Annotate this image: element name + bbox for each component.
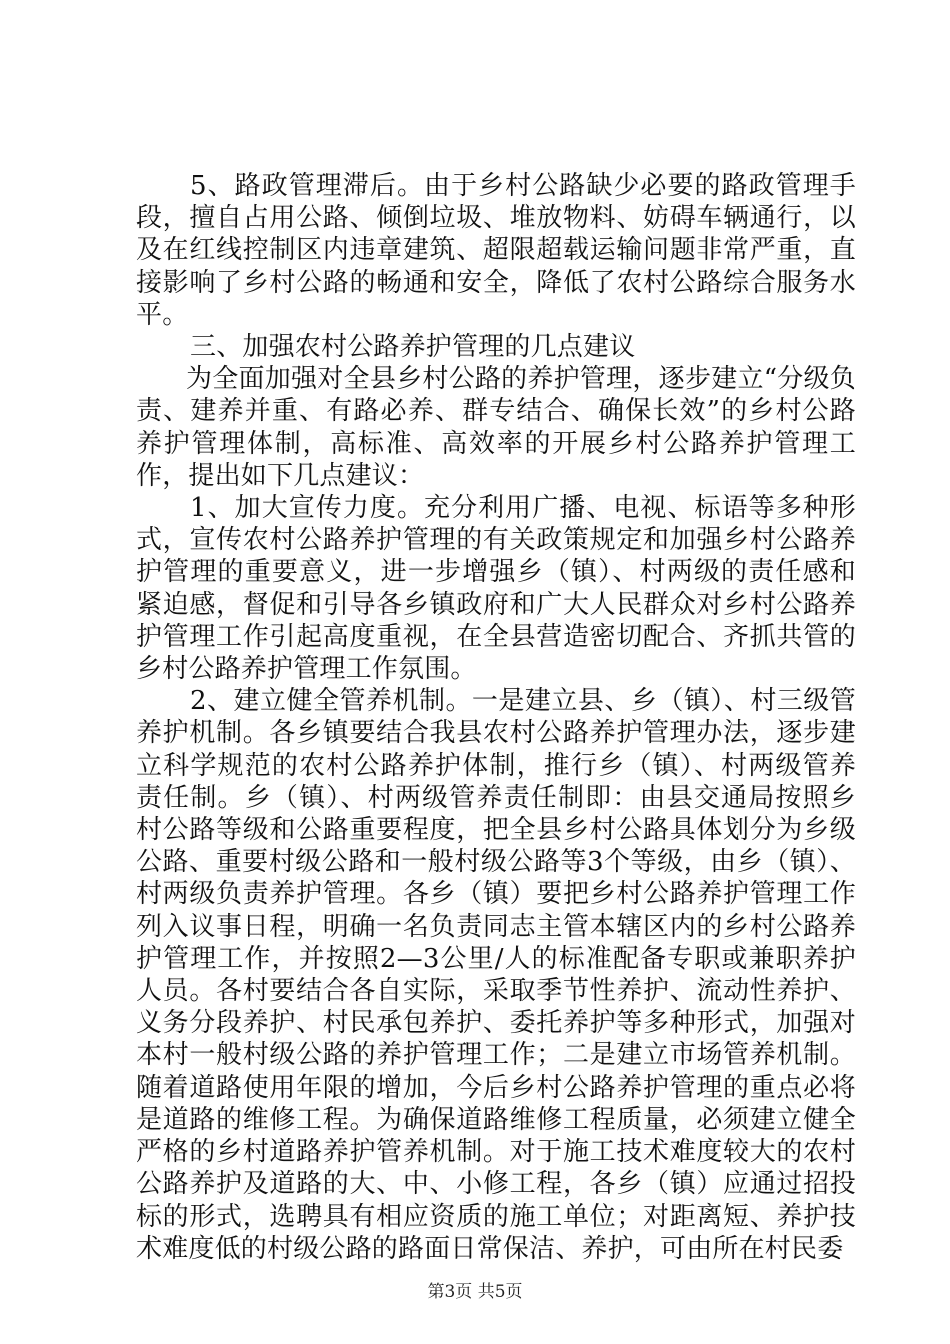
section-heading-suggestions: 三、加强农村公路养护管理的几点建议 bbox=[190, 332, 636, 363]
page-number-footer: 第3页 共5页 bbox=[427, 1282, 523, 1302]
document-body bbox=[136, 170, 856, 1265]
paragraph-road-administration: 5、路政管理滞后。由于乡村公路缺少必要的路政管理手段，擅自占用公路、倾倒垃圾、堆放物料、妨碍车辆通行，以及在红线控制区内违章建筑、超限超载运输问题非常严重，直接影响了乡村公路的畅通和安全，降低了农村公路综合服务水平。 bbox=[136, 171, 856, 330]
paragraph-publicity: 1、加大宣传力度。充分利用广播、电视、标语等多种形式，宣传农村公路养护管理的有关政策规定和加强乡村公路养护管理的重要意义，进一步增强乡（镇）、村两级的责任感和紧迫感，督促和引导各乡镇政府和广大人民群众对乡村公路养护管理工作引起高度重视，在全县营造密切配合、齐抓共管的乡村公路养护管理工作氛围。 bbox=[136, 493, 856, 685]
paragraph-suggestions-intro: 为全面加强对全县乡村公路的养护管理，逐步建立“分级负责、建养并重、有路必养、群专结合、确保长效”的乡村公路养护管理体制，高标准、高效率的开展乡村公路养护管理工作，提出如下几点建议： bbox=[136, 364, 856, 491]
paragraph-maintenance-mechanism: 2、建立健全管养机制。一是建立县、乡（镇）、村三级管养护机制。各乡镇要结合我县农村公路养护管理办法，逐步建立科学规范的农村公路养护体制，推行乡（镇）、村两级管养责任制。乡（镇）、村两级管养责任制即：由县交通局按照乡村公路等级和公路重要程度，把全县乡村公路具体划分为乡级公路、重要村级公路和一般村级公路等3个等级，由乡（镇）、村两级负责养护管理。各乡（镇）要把乡村公路养护管理工作列入议事日程，明确一名负责同志主管本辖区内的乡村公路养护管理工作，并按照2—3公里/人的标准配备专职或兼职养护人员。各村要结合各自实际，采取季节性养护、流动性养护、义务分段养护、村民承包养护、委托养护等多种形式，加强对本村一般村级公路的养护管理工作；二是建立市场管养机制。随着道路使用年限的增加，今后乡村公路养护管理的重点必将是道路的维修工程。为确保道路维修工程质量，必须建立健全严格的乡村道路养护管养机制。对于施工技术难度较大的农村公路养护及道路的大、中、小修工程，各乡（镇）应通过招投标的形式，选聘具有相应资质的施工单位；对距离短、养护技术难度低的村级公路的路面日常保洁、养护，可由所在村民委 bbox=[136, 686, 856, 1264]
